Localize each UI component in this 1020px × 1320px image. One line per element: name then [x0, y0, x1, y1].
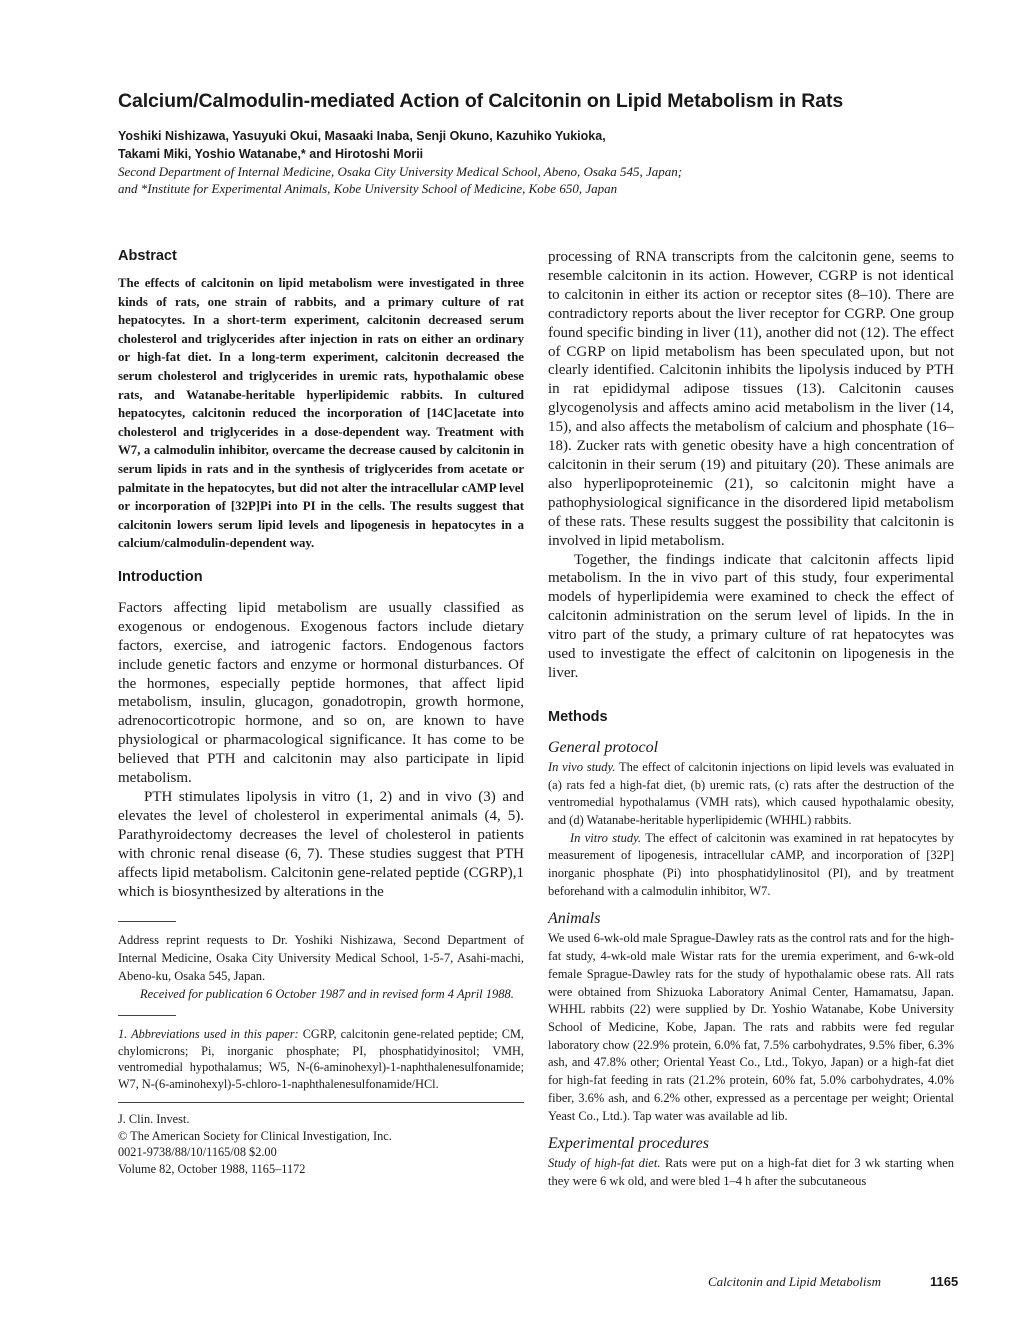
in-vitro-paragraph — [548, 830, 954, 901]
paper-title: Calcium/Calmodulin-mediated Action of Calcitonin on Lipid Metabolism in Rats — [118, 90, 844, 112]
footnote-divider — [118, 1015, 176, 1016]
volume-info: Volume 82, October 1988, 1165–1172 — [118, 1161, 306, 1176]
in-vivo-paragraph — [548, 759, 954, 830]
abbreviations-footnote — [118, 1026, 524, 1092]
page-number: 1165 — [930, 1274, 959, 1289]
right-column — [548, 248, 954, 1191]
general-protocol-heading: General protocol — [548, 738, 659, 756]
abbreviations-label: 1. Abbreviations used in this paper: — [118, 1027, 299, 1042]
animals-paragraph: We used 6-wk-old male Sprague-Dawley rats as the control rats and for the high-fat study, 4-wk-old male Wistar rats for the uremia experiment, and 6-wk-old female Sprague-Dawley rats for the study of hypothalamic obese rats. All rats were obtained from Shizuoka Laboratory Animal Center, Hamamatsu, Japan. WHHL rabbits (22) were supplied by Dr. Yoshio Watanabe, Kobe University School of Medicine, Kobe, Japan. The rats and rabbits were fed regular laboratory chow (22.9% protein, 6.0% fat, 7.5% carbohydrates, 9.5% fiber, 6.3% ash, and 47.8% other; Oriental Yeast Co., Ltd., Tokyo, Japan) or a high-fat diet for high-fat feeding in rats (21.2% protein, 60% fat, 5.0% carbohydrates, 4.0% fiber, 3.6% ash, and 6.2% other, expressed as a percentage per weight; Oriental Yeast Co., Ltd.). Tap water was available ad lib. — [548, 931, 954, 1123]
authors-line: Takami Miki, Yoshio Watanabe,* and Hirotoshi Morii — [118, 147, 424, 161]
footnote-divider — [118, 921, 176, 922]
journal-name: J. Clin. Invest. — [118, 1112, 190, 1127]
high-fat-paragraph — [548, 1155, 954, 1190]
running-title: Calcitonin and Lipid Metabolism — [708, 1274, 881, 1289]
footnote-divider — [118, 1102, 524, 1103]
intro-paragraph-2: PTH stimulates lipolysis in vitro (1, 2) and in vivo (3) and elevates the level of cholesterol in experimental animals (4, 5). Parathyroidectomy decreases the level of cholesterol in patients with chronic renal disease (6, 7). These studies suggest that PTH affects lipid metabolism. Calcitonin gene-related peptide (CGRP),1 which is biosynthesized by alterations in the — [118, 788, 524, 900]
high-fat-label: Study of high-fat diet. — [548, 1156, 661, 1171]
left-column — [118, 248, 524, 1177]
authors-line: Yoshiki Nishizawa, Yasuyuki Okui, Masaaki Inaba, Senji Okuno, Kazuhiko Yukioka, — [118, 129, 606, 143]
methods-heading: Methods — [548, 708, 608, 725]
intro-paragraph-4: Together, the findings indicate that calcitonin affects lipid metabolism. In the in vivo part of this study, four experimental models of hyperlipidemia were examined to check the effect of calcitonin administration on the serum level of lipids. In the in vitro part of the study, a primary culture of rat hepatocytes was used to investigate the effect of calcitonin on lipogenesis in the liver. — [548, 551, 954, 681]
intro-paragraph-3: processing of RNA transcripts from the calcitonin gene, seems to resemble calcitonin in its action. However, CGRP is not identical to calcitonin in either its action or receptor sites (8–10). There are contradictory reports about the liver receptor for CGRP. One group found specific binding in liver (11), another did not (12). The effect of CGRP on lipid metabolism has been speculated upon, but not clearly identified. Calcitonin inhibits the lipolysis induced by PTH in rat epididymal adipose tissues (13). Calcitonin causes glycogenolysis and affects amino acid metabolism in the liver (14, 15), and also affects the metabolism of calcium and phosphate (16–18). Zucker rats with genetic obesity have a high concentration of calcitonin in their serum (19) and pituitary (20). These animals are also hyperlipoproteinemic (21), so calcitonin might have a pathophysiological significance in the disordered lipid metabolism of these rats. These results suggest the possibility that calcitonin is involved in lipid metabolism. — [548, 249, 954, 549]
intro-paragraph-1: Factors affecting lipid metabolism are usually classified as exogenous or endogenous. Exogenous factors include dietary factors, exercise, and iatrogenic factors. Endogenous factors include genetic factors and enzyme or hormonal disturbances. Of the hormones, especially peptide hormones, that affect lipid metabolism, insulin, glucagon, gonadotropin, growth hormone, adrenocorticotropic hormone, and so on, are known to have physiological or pharmacological significance. It has come to be believed that PTH and calcitonin may also participate in lipid metabolism. — [118, 599, 524, 787]
reprint-address: Address reprint requests to Dr. Yoshiki Nishizawa, Second Department of Internal Medicine, Osaka City University Medical School, 1-5-7, Asahi-machi, Abeno-ku, Osaka 545, Japan. — [118, 933, 524, 983]
issn: 0021-9738/88/10/1165/08 $2.00 — [118, 1145, 277, 1160]
animals-heading: Animals — [548, 910, 601, 928]
abstract-heading: Abstract — [118, 248, 177, 264]
received-date: Received for publication 6 October 1987 and in revised form 4 April 1988. — [140, 986, 514, 1001]
affiliation-line: and *Institute for Experimental Animals, Kobe University School of Medicine, Kobe 650, Japan — [118, 181, 618, 196]
abstract-text: The effects of calcitonin on lipid metabolism were investigated in three kinds of rats, one strain of rabbits, and a primary culture of rat hepatocytes. In a short-term experiment, calcitonin decreased serum cholesterol and triglycerides after injection in rats on either an ordinary or high-fat diet. In a long-term experiment, calcitonin decreased the serum cholesterol and triglycerides in uremic rats, hypothalamic obese rats, and Watanabe-heritable hyperlipidemic rabbits. In cultured hepatocytes, calcitonin reduced the incorporation of [14C]acetate into cholesterol and triglycerides in a dose-dependent way. Treatment with W7, a calmodulin inhibitor, overcame the decrease caused by calcitonin in serum lipids in rats and in the synthesis of triglycerides from acetate or palmitate in the hepatocytes, but did not alter the intracellular cAMP level or incorporation of [32P]Pi into PI in the cells. The results suggest that calcitonin lowers serum lipid levels and lipogenesis in hepatocytes in a calcium/calmodulin-dependent way. — [118, 276, 524, 551]
in-vivo-text: The effect of calcitonin injections on lipid levels was evaluated in (a) rats fed a high-fat diet, (b) uremic rats, (c) rats after the destruction of the ventromedial hypothalamus (VMH rats), which caused hypothalamic obesity, and (d) Watanabe-heritable hyperlipidemic (WHHL) rabbits. — [548, 759, 954, 827]
affiliation-line: Second Department of Internal Medicine, Osaka City University Medical School, Abeno, Osaka 545, Japan; — [118, 164, 683, 179]
in-vivo-label: In vivo study. — [548, 759, 616, 774]
high-fat-text: Rats were put on a high-fat diet for 3 wk starting when they were 6 wk old, and were bled 1–4 h after the subcutaneous — [548, 1156, 955, 1188]
author-list — [118, 127, 606, 163]
experimental-procedures-heading: Experimental procedures — [548, 1135, 709, 1153]
copyright: © The American Society for Clinical Investigation, Inc. — [118, 1128, 392, 1143]
publication-info — [118, 1111, 524, 1177]
in-vitro-text: The effect of calcitonin was examined in rat hepatocytes by measurement of lipogenesis, intracellular cAMP, and incorporation of [32P] inorganic phosphate (Pi) into phosphatidylinositol (PI), and by treatment beforehand with a calmodulin inhibitor, W7. — [548, 830, 954, 898]
abbreviations-text: CGRP, calcitonin gene-related peptide; CM, chylomicrons; Pi, inorganic phosphate; PI, phosphatidyinositol; VMH, ventromedial hypothalamus; W5, N-(6-aminohexyl)-1-naphthalenesulfonamide; W7, N-(6-aminohexyl)-5-chloro-1-naphthalenesulfonamide/HCl. — [118, 1027, 524, 1091]
affiliation — [118, 163, 682, 197]
in-vitro-label: In vitro study. — [570, 830, 642, 845]
introduction-heading: Introduction — [118, 568, 203, 585]
